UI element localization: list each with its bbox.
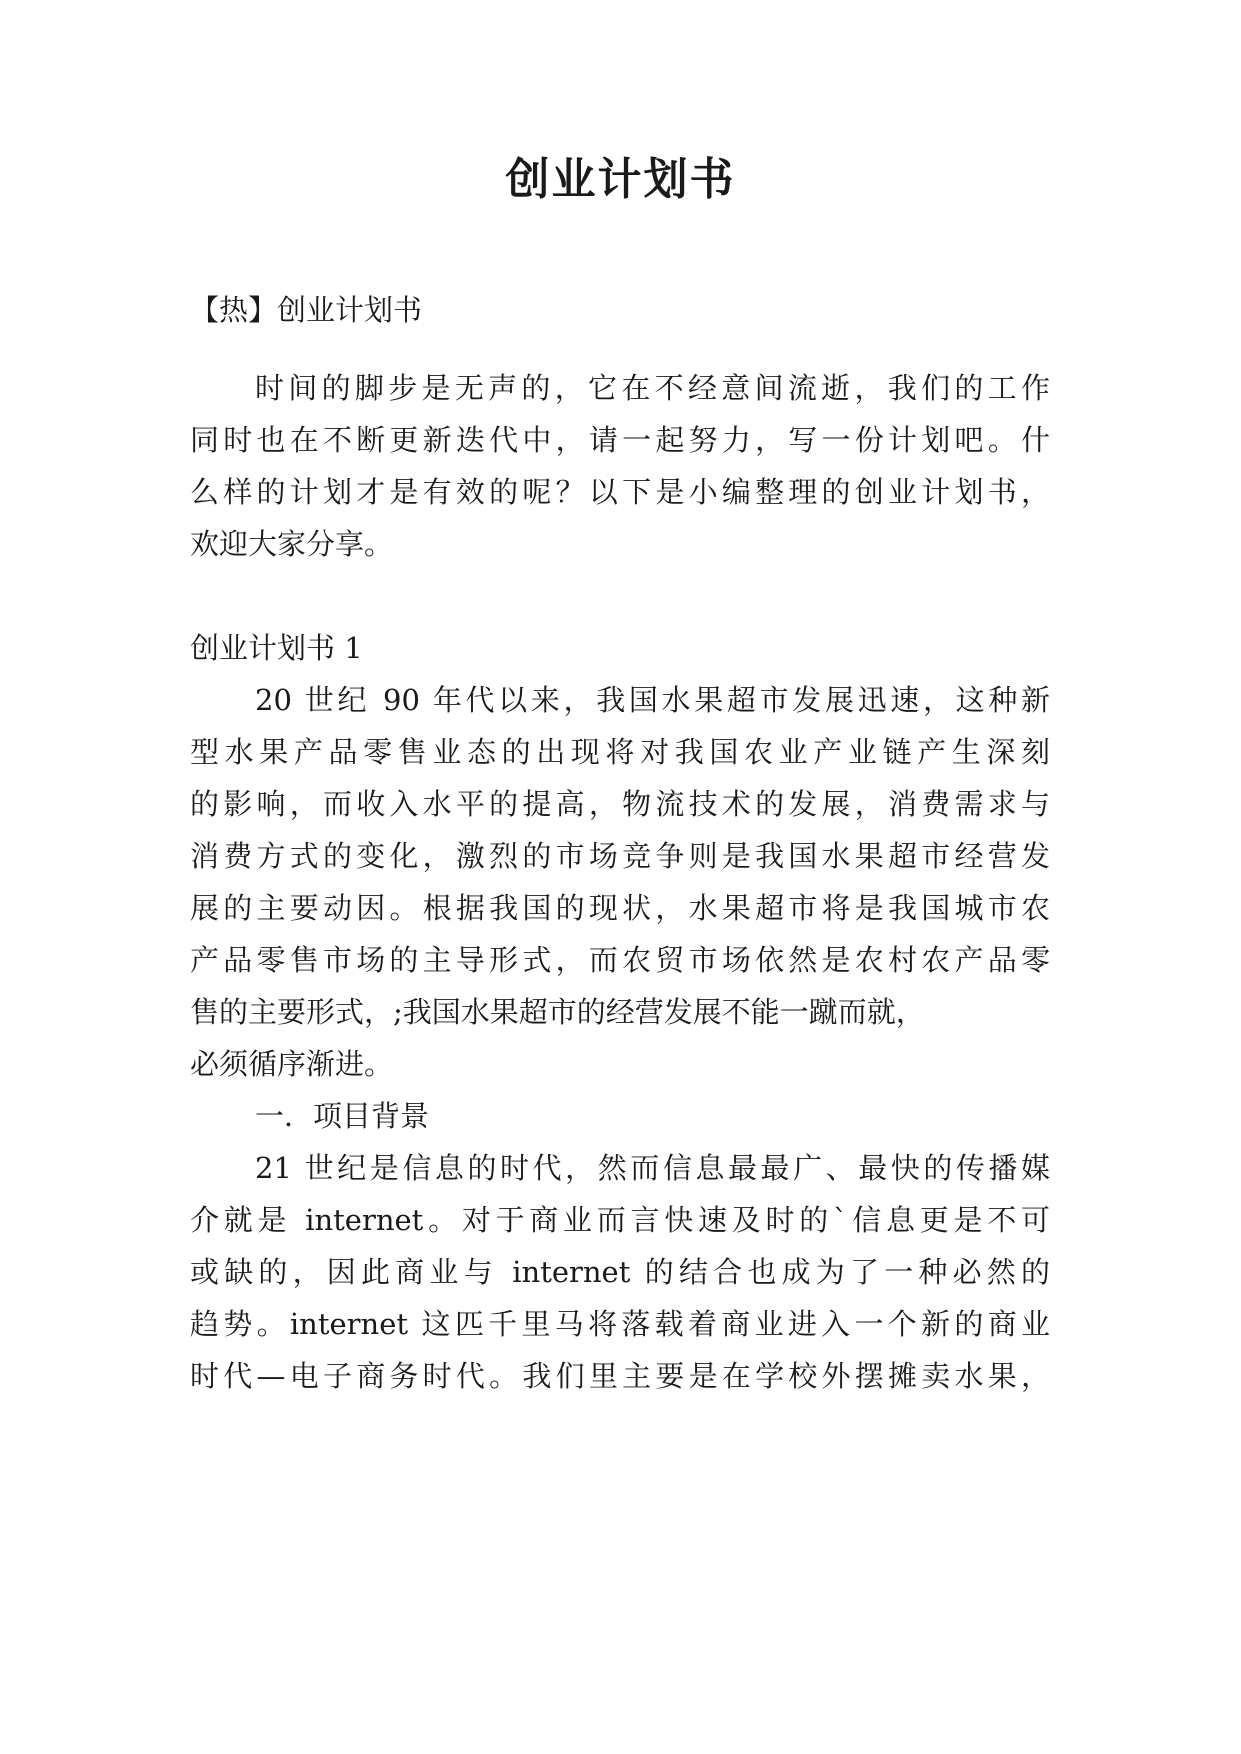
- section-line: 消费方式的变化，激烈的市场竞争则是我国水果超市经营发: [190, 839, 1050, 873]
- section-line: 20 世纪 90 年代以来，我国水果超市发展迅速，这种新: [255, 683, 1050, 717]
- background-line: 时代—电子商务时代。我们里主要是在学校外摆摊卖水果，: [190, 1359, 1050, 1393]
- background-line: 趋势。internet 这匹千里马将落载着商业进入一个新的商业: [190, 1307, 1050, 1341]
- section-line: 必须循序渐进。: [190, 1047, 394, 1081]
- intro-line: 时间的脚步是无声的，它在不经意间流逝，我们的工作: [255, 371, 1050, 405]
- intro-line: 欢迎大家分享。: [190, 527, 394, 561]
- section-heading: 创业计划书 1: [190, 631, 363, 665]
- section-line: 展的主要动因。根据我国的现状，水果超市将是我国城市农: [190, 891, 1050, 925]
- subsection-heading: 一．项目背景: [255, 1099, 430, 1133]
- intro-line: 同时也在不断更新迭代中，请一起努力，写一份计划吧。什: [190, 423, 1050, 457]
- background-line: 介就是 internet。对于商业而言快速及时的`信息更是不可: [190, 1203, 1050, 1237]
- intro-line: 么样的计划才是有效的呢？以下是小编整理的创业计划书，: [190, 475, 1050, 509]
- background-line: 或缺的，因此商业与 internet 的结合也成为了一种必然的: [190, 1255, 1050, 1289]
- section-line: 型水果产品零售业态的出现将对我国农业产业链产生深刻: [190, 735, 1050, 769]
- document-title: 创业计划书: [505, 154, 736, 205]
- section-line: 的影响，而收入水平的提高，物流技术的发展，消费需求与: [190, 787, 1050, 821]
- background-line: 21 世纪是信息的时代，然而信息最最广、最快的传播媒: [255, 1151, 1050, 1185]
- document-subtitle: 【热】创业计划书: [190, 293, 423, 327]
- section-line: 产品零售市场的主导形式，而农贸市场依然是农村农产品零: [190, 943, 1050, 977]
- section-line: 售的主要形式，;我国水果超市的经营发展不能一蹴而就，: [190, 995, 925, 1029]
